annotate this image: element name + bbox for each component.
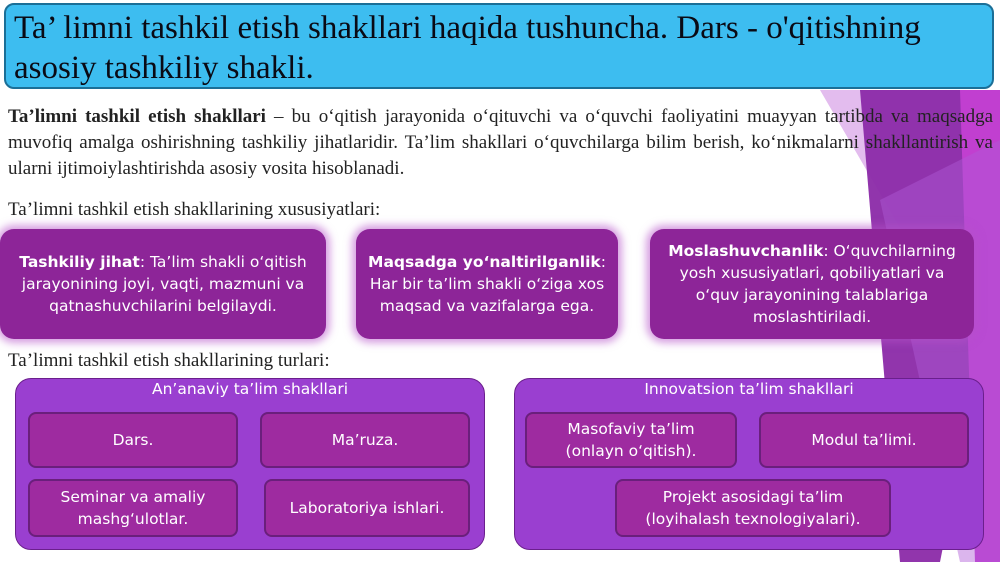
item-masofaviy: Masofaviy ta’lim (onlayn o‘qitish). xyxy=(525,412,737,468)
traditional-forms-group xyxy=(15,378,485,550)
feature-separator: : xyxy=(139,253,150,271)
feature-separator: : xyxy=(823,242,834,260)
intro-paragraph xyxy=(8,104,993,182)
feature-text: Har bir ta’lim shakli o‘ziga xos maqsad va vazifalarga ega. xyxy=(369,275,605,315)
page-title: Ta’ limni tashkil etish shakllari haqida tushuncha. Dars - o'qitishning asosiy tashkiliy shakli. xyxy=(4,3,994,89)
innovative-forms-group xyxy=(514,378,984,550)
feature-separator: : xyxy=(600,253,606,271)
feature-text: O‘quvchilarning yosh xususiyatlari, qobiliyatlari va o‘quv jarayonining talablariga moslashtiriladi. xyxy=(679,242,956,326)
item-dars: Dars. xyxy=(28,412,238,468)
feature-term: Maqsadga yo‘naltirilganlik xyxy=(368,253,601,271)
item-laboratoriya: Laboratoriya ishlari. xyxy=(264,479,470,537)
types-heading: Ta’limni tashkil etish shakllarining turlari: xyxy=(8,350,330,371)
feature-text: Ta’lim shakli o‘qitish jarayonining joyi, vaqti, mazmuni va qatnashuvchilarini belgilaydi. xyxy=(21,253,307,315)
feature-box-flexibility xyxy=(650,229,974,339)
feature-box-goal-oriented xyxy=(356,229,618,339)
item-seminar: Seminar va amaliy mashg‘ulotlar. xyxy=(28,479,238,537)
intro-term: Ta’limni tashkil etish shakllari xyxy=(8,106,266,127)
feature-term: Tashkiliy jihat xyxy=(19,253,140,271)
feature-box-organizational xyxy=(0,229,326,339)
item-modul: Modul ta’limi. xyxy=(759,412,969,468)
features-heading: Ta’limni tashkil etish shakllarining xususiyatlari: xyxy=(8,199,381,220)
group-title: An’anaviy ta’lim shakllari xyxy=(151,380,349,398)
item-maruza: Ma’ruza. xyxy=(260,412,470,468)
intro-text: – bu o‘qitish jarayonida o‘qituvchi va o‘quvchi faoliyatini muayyan tartibda va maqsadga muvofiq amalga oshirishning tashkiliy jihatlaridir. Ta’lim shakllari o‘quvchilarga bilim berish, ko‘nikmalarni shakllantirish va ularni ijtimoiylashtirishda asosiy vosita hisoblanadi. xyxy=(8,106,993,179)
feature-term: Moslashuvchanlik xyxy=(668,242,824,260)
group-title: Innovatsion ta’lim shakllari xyxy=(644,380,854,398)
item-projekt: Projekt asosidagi ta’lim (loyihalash texnologiyalari). xyxy=(615,479,891,537)
